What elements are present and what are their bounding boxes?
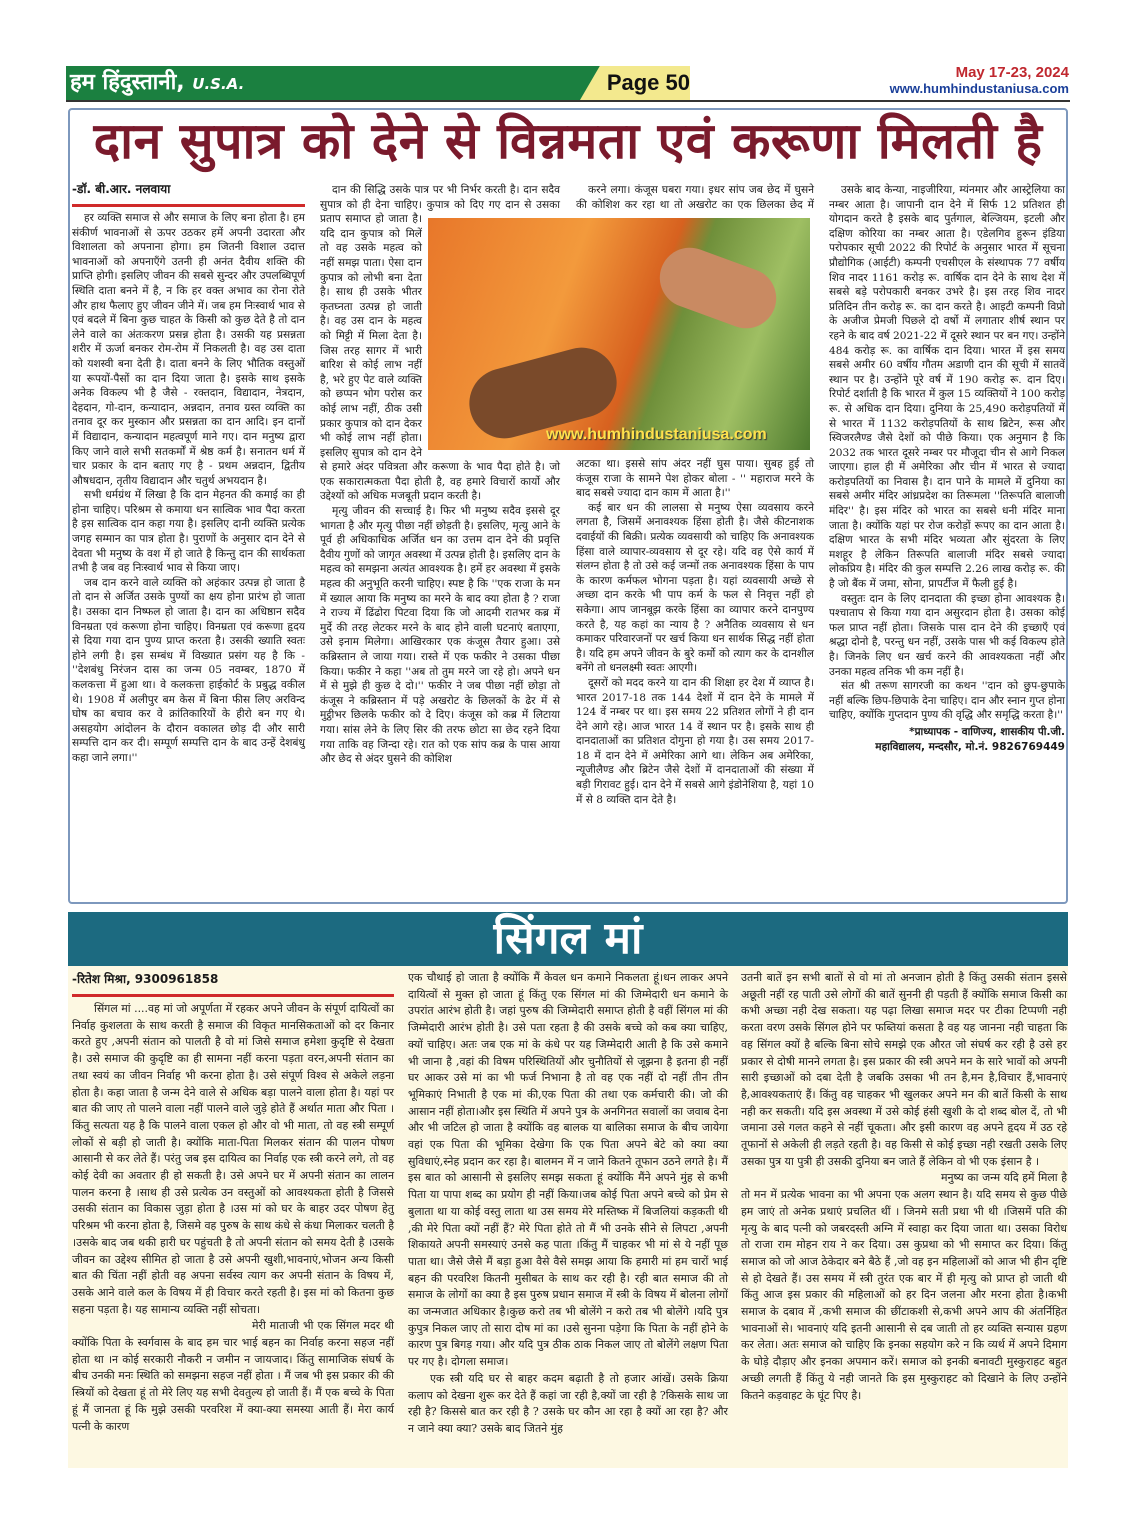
masthead-divider: [66, 100, 1070, 102]
paragraph: हर व्यक्ति समाज से और समाज के लिए बना होता है। हम संकीर्ण भावनाओं से ऊपर उठकर हमें अपनी उदारता और विशालता को अपनाना होगा। हम जितनी विशाल उदात्त भावनाओं को अपनाएँगे उतनी ही अनंत दैवीय शक्ति की प्राप्ति होगी। इसलिए जीवन की सबसे सुन्दर और उपलब्धिपूर्ण स्थिति दाता बनने में है, न कि हर वक्त अभाव का रोना रोते और हाथ फैलाए हुए जीवन जीने में। जब हम निःस्वार्थ भाव से एवं बदले में बिना कुछ चाहत के किसी को कुछ देते है तो दान लेने वाले का अंतःकरण प्रसन्न होता है। उसकी यह प्रसन्नता शरीर में ऊर्जा बनकर रोम-रोम में निकलती है। वह उस दाता को यशस्वी बना देती है। दाता बनने के लिए भौतिक वस्तुओं या रूपयों-पैसों का दान दिया जाता है। इसके साथ इसके अनेक विकल्प भी है जैसे - रक्तदान, विद्यादान, नेत्रदान, देहदान, गो-दान, कन्यादान, अन्नदान, तनाव ग्रस्त व्यक्ति का तनाव दूर कर मुस्कान और प्रसन्नता का दान आदि। इन दानों में विद्यादान, कन्यादान महत्वपूर्ण माने गए। दान मनुष्य द्वारा किए जाने वाले सभी सतकर्मों में श्रेष्ठ कर्म है। सनातन धर्म में चार प्रकार के दान बताए गए है - प्रथम अन्नदान, द्वितीय औषधदान, तृतीय विद्यादान और चतुर्थ अभयदान है।: [72, 212, 305, 487]
paragraph: उसके बाद केन्या, नाइजीरिया, म्यंनमार और आस्ट्रेलिया का नम्बर आता है। जापानी दान देने में सिर्फ 12 प्रतिशत ही योगदान करते है इसके बाद पुर्तगाल, बेल्जियम, इटली और दक्षिण कोरिया का नम्बर आता है। एडेलगिव हुरून इंडिया परोपकार सूची 2022 की रिपोर्ट के अनुसार भारत में सूचना प्रौद्योगिक (आईटी) कम्पनी एचसीएल के संस्थापक 77 वर्षीय शिव नादर 1161 करोड़ रू. वार्षिक दान देने के साथ देश में सबसे बड़े परोपकारी बनकर उभरे है। इस तरह शिव नादर प्रतिदिन तीन करोड़ रू. का दान करते है। आइटी कम्पनी विप्रो के अजीज प्रेमजी पिछले दो वर्षो में लगातार शीर्ष स्थान पर रहने के बाद वर्ष 2021-22 में दूसरे स्थान पर बन गए। उन्होंने 484 करोड़ रू. का वार्षिक दान दिया। भारत में इस समय सबसे अमीर 60 वर्षीय गौतम अडाणी दान की सूची में सातवें स्थान पर है। उन्होंने पूरे वर्ष में 190 करोड़ रू. दान दिए। रिपोर्ट दर्शाती है कि भारत में कुल 15 व्यक्तियों ने 100 करोड़ रू. से अधिक दान दिया। दुनिया के 25,490 करोड़पतियों में से भारत में 1132 करोड़पतियों के साथ ब्रिटेन, रूस और स्विजरलैण्ड जैसे देशों को पीछे किया। एक अनुमान है कि 2032 तक भारत दूसरे नम्बर पर मौजूदा चीन से आगे निकल जाएगा। हाल ही में अमेरिका और चीन में भारत से ज्यादा करोड़पतियों का निवास है। दान पाने के मामले में दुनिया का सबसे अमीर मंदिर आंध्रप्रदेश का तिरूमला ''तिरूपति बालाजी मंदिर'' है। इस मंदिर को भारत का सबसे धनी मंदिर माना जाता है। क्योंकि यहां पर रोज करोड़ों रूपए का दान आता है। दक्षिण भारत के सभी मंदिर भव्यता और सुंदरता के लिए मशहूर है लेकिन तिरूपति बालाजी मंदिर सबसे ज्यादा लोकप्रिय है। मंदिर की कुल सम्पत्ति 2.26 लाख करोड़ रू. की है जो बैंक में जमा, सोना, प्रापर्टीज में फैली हुई है।: [829, 184, 1065, 591]
article2-column-1: [72, 970, 394, 1435]
paragraph: जब दान करने वाले व्यक्ति को अहंकार उत्पन्न हो जाता है तो दान से अर्जित उसके पुण्यों का क्षय होना प्रारंभ हो जाता है। उसका दान निष्फल हो जाता है। दान का अधिष्ठान सदैव विनम्रता एवं करूणा होना चाहिए। विनम्रता एवं करूणा हृदय से दिया गया दान पुण्य प्राप्त करता है। उसकी ख्याति स्वतः होने लगी है। इस सम्बंध में विख्यात प्रसंग यह है कि - ''देशबंधु निरंजन दास का जन्म 05 नवम्बर, 1870 में कलकत्ता में हुआ था। वे कलकत्ता हाईकोर्ट के प्रबुद्ध वकील थे। 1908 में अलीपुर बम केस में बिना फीस लिए अरविन्द घोष का बचाव कर वे क्रांतिकारियों के हीरो बन गए थे। असहयोग आंदोलन के दौरान वकालत छोड़ दी और सारी सम्पत्ति दान कर दी। सम्पूर्ण सम्पत्ति दान के बाद उन्हें देशबंधु कहा जाने लगा।'': [72, 576, 305, 764]
article2-headline: सिंगल मां: [493, 913, 643, 964]
article-photo-donation-hands: [428, 218, 810, 450]
paragraph: सभी धर्मग्रंथ में लिखा है कि दान मेहनत की कमाई का ही होना चाहिए। परिश्रम से कमाया धन सात्विक भाव पैदा करता है इस सात्विक दान कहा गया है। इसलिए दानी व्यक्ति प्रत्येक जगह सम्मान का पात्र होता है। पुराणों के अनुसार दान देने से देवता भी मनुष्य के वश में हो जाते है किन्तु दान की सार्थकता तभी है जब वह निःस्वार्थ भाव से किया जाए।: [72, 489, 305, 575]
paragraph: मेरी माताजी भी एक सिंगल मदर थी क्योंकि पिता के स्वर्गवास के बाद हम चार भाई बहन का निर्वाह करना सहज नहीं होता था ।न कोई सरकारी नौकरी न जमीन न जायजाद। किंतु सामाजिक संघर्ष के बीच उनकी मनः स्थिति को समझना सहज नहीं होता । मैं जब भी इस प्रकार की की स्त्रियों को देखता हूं तो मेरे लिए यह सभी देवतुल्य हो जाती हैं। मैं एक बच्चे के पिता हूं मैं जानता हूं कि मुझे उसकी परवरिश में क्या-क्या समस्या आती हैं। मेरा कार्य पत्नी के कारण: [72, 1319, 394, 1433]
paragraph: एक चौथाई हो जाता है क्योंकि मैं केवल धन कमाने निकलता हूं।धन लाकर अपने दायित्वों से मुक्त हो जाता हूं किंतु एक सिंगल मां की जिम्मेदारी धन कमाने के उपरांत आरंभ होती है। जहां पुरुष की जिम्मेदारी समाप्त होती है वहीं सिंगल मां की जिम्मेदारी आरंभ होती है। उसे पता रहता है की उसके बच्चे को कब क्या चाहिए, क्यों चाहिए। अतः जब एक मां के कंधे पर यह जिम्मेदारी आती है कि उसे कमाने भी जाना है ,वहां की विषम परिस्थितियों और चुनौतियों से जूझना है इतना ही नहीं घर आकर उसे मां का भी फर्ज निभाना है तो वह एक नहीं दो नहीं तीन तीन भूमिकाएं निभाती है एक मां की,एक पिता की तथा एक कर्मचारी की। जो की आसान नहीं होता।और इस स्थिति में अपने पुत्र के अनगिनत सवालों का जवाब देना और भी जटिल हो जाता है क्योंकि वह बालक या बालिका समाज के बीच जायेगा वहां एक पिता की भूमिका देखेगा कि एक पिता अपने बेटे को क्या क्या सुविधाएं,स्नेह प्रदान कर रहा है। बालमन में न जाने कितने तूफान उठने लगते है। मैं इस बात को आसानी से इसलिए समझ सकता हूं क्योंकि मैंने अपने मुंह से कभी पिता या पापा शब्द का प्रयोग ही नहीं किया।जब कोई पिता अपने बच्चे को प्रेम से बुलाता था या कोई वस्तु लाता था उस समय मेरे मस्तिष्क में बिजलियां कड़कती थी ,की मेरे पिता क्यों नहीं हैं? मेरे पिता होते तो मैं भी उनके सीने से लिपटा ,अपनी शिकायते अपनी समस्याएं उनसे कह पाता ।किंतु मैं चाहकर भी मां से ये नहीं पूछ पाता था। जैसे जैसे मैं बड़ा हुआ वैसे वैसे समझ आया कि हमारी मां हम चारों भाई बहन की परवरिश कितनी मुसीबत के साथ कर रही है। रही बात समाज की तो समाज के लोगों का क्या है इस पुरुष प्रधान समाज में स्त्री के विषय में बोलना लोगों का जन्मजात अधिकार है।कुछ करो तब भी बोलेंगे न करो तब भी बोलेंगे ।यदि पुत्र कुपुत्र निकल जाए तो सारा दोष मां का ।उसे सुनना पड़ेगा कि पिता के नहीं होने के कारण पुत्र बिगड़ गया। और यदि पुत्र ठीक ठाक निकल जाए तो बोलेंगे लक्षण पिता पर गए है। दोगला समाज।: [408, 971, 728, 1369]
paragraph: सिंगल मां ....वह मां जो अपूर्णता में रहकर अपने जीवन के संपूर्ण दायित्वों का निर्वाह कुशलता के साथ करती है समाज की विकृत मानसिकताओं को दर किनार करते हुए ,अपनी संतान को पालती है वो मां जिसे समाज हमेशा कुदृष्टि से देखता है। उसे समाज की कुदृष्टि का ही सामना नहीं करना पड़ता वरन,अपनी संतान का तथा स्वयं का जीवन निर्वाह भी करना होता है। उसे संपूर्ण विश्व से अकेले लड़ना होता है। कहा जाता है जन्म देने वाले से अधिक बड़ा पालने वाला होता है। यहां पर बात की जाए तो पालने वाला नहीं पालने वाले जुड़े होते हैं अर्थात माता और पिता ।किंतु सत्यता यह है कि पालने वाला एकल हो और वो भी माता, तो वह स्त्री सम्पूर्ण लोकों से बड़ी हो जाती है। क्योंकि माता-पिता मिलकर संतान की पालन पोषण आसानी से कर लेते हैं। परंतु जब इस दायित्व का निर्वाह एक स्त्री करने लगे, तो वह कोई देवी का अवतार ही हो सकती है। उसे अपने घर में अपनी संतान का लालन पालन करना है ।साथ ही उसे प्रत्येक उन वस्तुओं को आवश्यकता होती है जिससे उसकी संतान का विकास जुड़ा होता है ।उस मां को घर के बाहर उदर पोषण हेतु परिश्रम भी करना होता है, जिसमे वह पुरुष के साथ कंधे से कंधा मिलाकर चलती है ।उसके बाद जब थकी हारी घर पहुंचती है तो अपनी संतान को समय देती है ।उसके जीवन का उद्देश्य सीमित हो जाता है उसे अपनी खुशी,भावनाएं,भोजन अन्य किसी बात की चिंता नहीं होती वह अपना सर्वस्व त्याग कर अपनी संतान के विषय में, उसके आने वाले कल के विषय में ही विचार करते रहती है। इस मां को कितना कुछ सहना पड़ता है। यह सामान्य व्यक्ति नहीं सोचता।: [72, 1002, 394, 1316]
paragraph: वस्तुतः दान के लिए दानदाता की इच्छा होना आवश्यक है। पश्चाताप से किया गया दान असुरदान होता है। उसका कोई फल प्राप्त नहीं होता। जिसके पास दान देने की इच्छाएँ एवं श्रद्धा दोनो है, परन्तु धन नहीं, उसके पास भी कई विकल्प होते है। जिनके लिए धन खर्च करने की आवश्यकता नहीं और उनका महत्व तनिक भी कम नहीं है।: [829, 592, 1065, 678]
article-column-4: [829, 183, 1065, 755]
paragraph: मृत्यु जीवन की सच्चाई है। फिर भी मनुष्य सदैव इससे दूर भागता है और मृत्यु पीछा नहीं छोड़ती है। इसलिए, मृत्यु आने के पूर्व ही अधिकाधिक अर्जित धन का उत्तम दान देने की प्रवृत्ति दैवीय गुणों को जागृत अवस्था में उत्पन्न होती है। इसलिए दान के महत्व को समझना अत्यंत आवश्यक है। हमें हर अवस्था में इसके महत्व की अनुभूति करनी चाहिए। स्पष्ट है कि ''एक राजा के मन में ख्याल आया कि मनुष्य का मरने के बाद क्या होता है ? राजा ने राज्य में ढिंढोरा पिटवा दिया कि जो आदमी रातभर कब्र में मुर्दे की तरह लेटकर मरने के बाद होने वाली घटनाएं बताएगा, उसे इनाम मिलेगा। आखिरकार एक कंजूस तैयार हुआ। उसे कब्रिस्तान ले जाया गया। रास्ते में एक फकीर ने उसका पीछा किया। फकीर ने कहा ''अब तो तुम मरने जा रहे हो। अपने धन में से मुझे ही कुछ दे दो।'' फकीर ने जब पीछा नहीं छोड़ा तो कंजूस ने कब्रिस्तान में पड़े अखरोट के छिलकों के ढेर में से मुट्ठीभर छिलके फकीर को दे दिए। कंजूस को कब्र में लिटाया गया। सांस लेने के लिए सिर की तरफ छोटा सा छेद रहने दिया गया ताकि वह जिन्दा रहे। रात को एक सांप कब्र के पास आया और छेद से अंदर घुसने की कोशिश: [320, 505, 560, 766]
hand-shape: [651, 239, 784, 336]
paragraph: मनुष्य का जन्म यदि हमें मिला है तो मन में प्रत्येक भावना का भी अपना एक अलग स्थान है। यदि समय से कुछ पीछे हम जाएं तो अनेक प्रथाएं प्रचलित थीं । जिनमे सती प्रथा भी थी ।जिसमें पति की मृत्यु के बाद पत्नी को जबरदस्ती अग्नि में स्वाहा कर दिया जाता था। उसका विरोध तो राजा राम मोहन राय ने कर दिया। उस कुप्रथा को भी समाप्त कर दिया। किंतु समाज को जो आज ठेकेदार बने बैठे हैं ,जो वह इन महिलाओं को आज भी हीन दृष्टि से हो देखते हैं। उस समय में स्त्री तुरंत एक बार में ही मृत्यु को प्राप्त हो जाती थी किंतु आज इस प्रकार की महिलाओं को हर दिन जलना और मरना होता है।कभी समाज के दबाव में ,कभी समाज की छींटाकशी से,कभी अपने आप की अंतर्निहित भावनाओं से। भावनाएं यदि इतनी आसानी से दब जाती तो हर व्यक्ति सन्यास ग्रहण कर लेता। अतः समाज को चाहिए कि इनका सहयोग करे न कि व्यर्थ में अपने दिमाग के घोड़े दौड़ाए और इनका अपमान करें। समाज को इनकी बनावटी मुस्कुराहट बहुत अच्छी लगती हैं किंतु ये नही जानते कि इस मुस्कुराहट को दिखाने के लिए उन्होंने कितने कड़वाहट के घूंट पिए है।: [741, 1171, 1067, 1402]
paragraph: दान की सिद्धि उसके पात्र पर भी निर्भर करती है। दान सदैव सुपात्र को ही देना चाहिए। कुपात्र को दिए गए दान से उसका प्रताप समाप्त हो जाता है। यदि दान कुपात्र को मिलें तो वह उसके महत्व को नहीं समझ पाता। ऐसा दान कुपात्र को लोभी बना देता है। साथ ही उसके भीतर कृतघ्नता उत्पन्न हो जाती है। वह उस दान के महत्व को मिट्टी में मिला देता है। जिस तरह सागर में भारी बारिश से कोई लाभ नहीं है, भरे हुए पेट वाले व्यक्ति को छप्पन भोग परोस कर कोई लाभ नहीं, ठीक उसी प्रकार कुपात्र को दान देकर भी कोई लाभ नहीं होता। इसलिए सुपात्र को दान देने से हमारे अंदर पवित्रता और करूणा के भाव पैदा होते है। जो एक सकारात्मकता पैदा होती है, वह हमारे विचारों कार्यो और उद्देश्यों को अधिक मजबूती प्रदान करती है।: [320, 184, 560, 503]
paragraph: उतनी बातें इन सभी बातों से वो मां तो अनजान होती है किंतु उसकी संतान इससे अछूती नहीं रह पाती उसे लोगों की बातें सुननी ही पड़ती हैं क्योंकि समाज किसी का कभी अच्छा नही देख सकता। यह पढ़ा लिखा समाज मदर पर टीका टिप्पणी नही करता वरण उसके सिंगल होने पर फब्तियां कसता है वह यह जानना नही चाहता कि वह सिंगल क्यों है बल्कि बिना सोचे समझे एक औरत जो संघर्ष कर रही है उसे हर प्रकार से दोषी मानने लगता है। इस प्रकार की स्त्री अपने मन के सारे भावों को अपनी सारी इच्छाओं को दबा देती है जबकि उसका भी तन है,मन है,विचार हैं,भावनाएं है,आवश्यकताएं हैं। किंतु वह चाहकर भी खुलकर अपने मन की बातें किसी के साथ नही कर सकती। यदि इस अवस्था में उसे कोई हंसी खुशी के दो शब्द बोल दें, तो भी जमाना उसे गलत कहने से नहीं चूकता। और इसी कारण वह अपने हृदय में उठ रहे तूफानों से अकेली ही लड़ते रहती है। वह किसी से कोई इच्छा नही रखती उसके लिए उसका पुत्र या पुत्री ही उसकी दुनिया बन जाते हैं लेकिन वो भी एक इंसान है ।: [741, 971, 1067, 1168]
signature-line: *प्राध्यापक - वाणिज्य, शासकीय पी.जी.: [909, 725, 1065, 738]
author-signature: [829, 725, 1065, 755]
author-byline: -डॉ. बी.आर. नलवाया: [72, 180, 305, 207]
photo-watermark: www.humhindustaniusa.com: [546, 426, 767, 443]
issue-date: May 17-23, 2024: [955, 64, 1069, 81]
article2-column-2: [408, 970, 728, 1438]
brand-name: हम हिंदुस्तानी,: [70, 70, 185, 95]
brand-suffix: U.S.A.: [192, 75, 245, 93]
author-byline: -रितेश मिश्रा, 9300961858: [72, 970, 394, 997]
paragraph: करने लगा। कंजूस घबरा गया। इधर सांप जब छेद में घुसने की कोशिश कर रहा था तो अखरोट का एक छिलका छेद में अटका था। इससे सांप अंदर नहीं घुस पाया। सुबह हुई तो कंजूस राजा के सामने पेश होकर बोला - '' महाराज मरने के बाद सबसे ज्यादा दान काम में आता है।'': [576, 184, 814, 500]
paragraph: एक स्त्री यदि घर से बाहर कदम बढ़ाती है तो हजार आंखें। उसके क्रिया कलाप को देखना शुरू कर देते हैं कहां जा रही है,क्यों जा रही है ?किसके साथ जा रही है? किससे बात कर रही है ? उसके घर कौन आ रहा है क्यों आ रहा है? और न जाने क्या क्या? उसके बाद जितने मुंह: [408, 1371, 728, 1435]
page-number: Page 50: [606, 70, 690, 95]
paragraph: कई बार धन की लालसा से मनुष्य ऐसा व्यवसाय करने लगता है, जिसमें अनावश्यक हिंसा होती है। जैसे कीटनाशक दवाईयों की बिक्री। प्रत्येक व्यवसायी को चाहिए कि अनावश्यक हिंसा वाले व्यापार-व्यवसाय से दूर रहे। यदि वह ऐसे कार्य में संलग्न होता है तो उसे कई जन्मों तक अनावश्यक हिंसा के पाप के कारण कर्मफल भोगना पड़ता है। यहां व्यवसायी अच्छे से अच्छा दान करके भी पाप कर्म के फल से निवृत्त नहीं हो सकेगा। आप जानबूझ करके हिंसा का व्यापार करने दानपुण्य करते है, यह कहां का न्याय है ? अनैतिक व्यवसाय से धन कमाकर परिवारजनों पर खर्च किया धन सार्थक सिद्ध नहीं होता है। यदि हम अपने जीवन के बुरे कर्मो को त्याग कर के दानशील बनेंगे तो धनलक्ष्मी स्वतः आएगी।: [576, 501, 814, 675]
paragraph: दूसरों को मदद करने या दान की शिक्षा हर देश में व्याप्त है। भारत 2017-18 तक 144 देशों में दान देने के मामले में 124 वें नम्बर पर था। इस समय 22 प्रतिशत लोगों ने ही दान देने आगे रहे। आज भारत 14 वें स्थान पर है। इसके साथ ही दानदाताओं का प्रतिशत दोगुना हो गया है। उस समय 2017-18 में दान देने में अमेरिका आगे था। लेकिन अब अमेरिका, न्यूजीलैण्ड और ब्रिटेन जैसे देशों में दानदाताओं की संख्या में बड़ी गिरावट हुई। दान देने में सबसे आगे इंडोनेशिया है, यहां 10 में से 8 व्यक्ति दान देते है।: [576, 676, 814, 806]
article2-column-3: [741, 970, 1067, 1404]
paragraph: संत श्री तरूण सागरजी का कथन ''दान को छुप-छुपाके नहीं बल्कि छिप-छिपाके देना चाहिए। दान और स्नान गुप्त होना चाहिए, क्योंकि गुप्तदान पुण्य की वृद्धि और समृद्धि करता है।'': [829, 680, 1065, 722]
signature-line: महाविद्यालय, मन्दसौर, मो.नं. 9826769449: [875, 740, 1065, 753]
newspaper-brand: [70, 66, 244, 100]
article-column-1: [72, 180, 305, 766]
website-link[interactable]: www.humhindustaniusa.com: [889, 81, 1069, 96]
article-headline: दान सुपात्र को देने से विन्नमता एवं करूणा मिलती है: [93, 112, 1043, 170]
